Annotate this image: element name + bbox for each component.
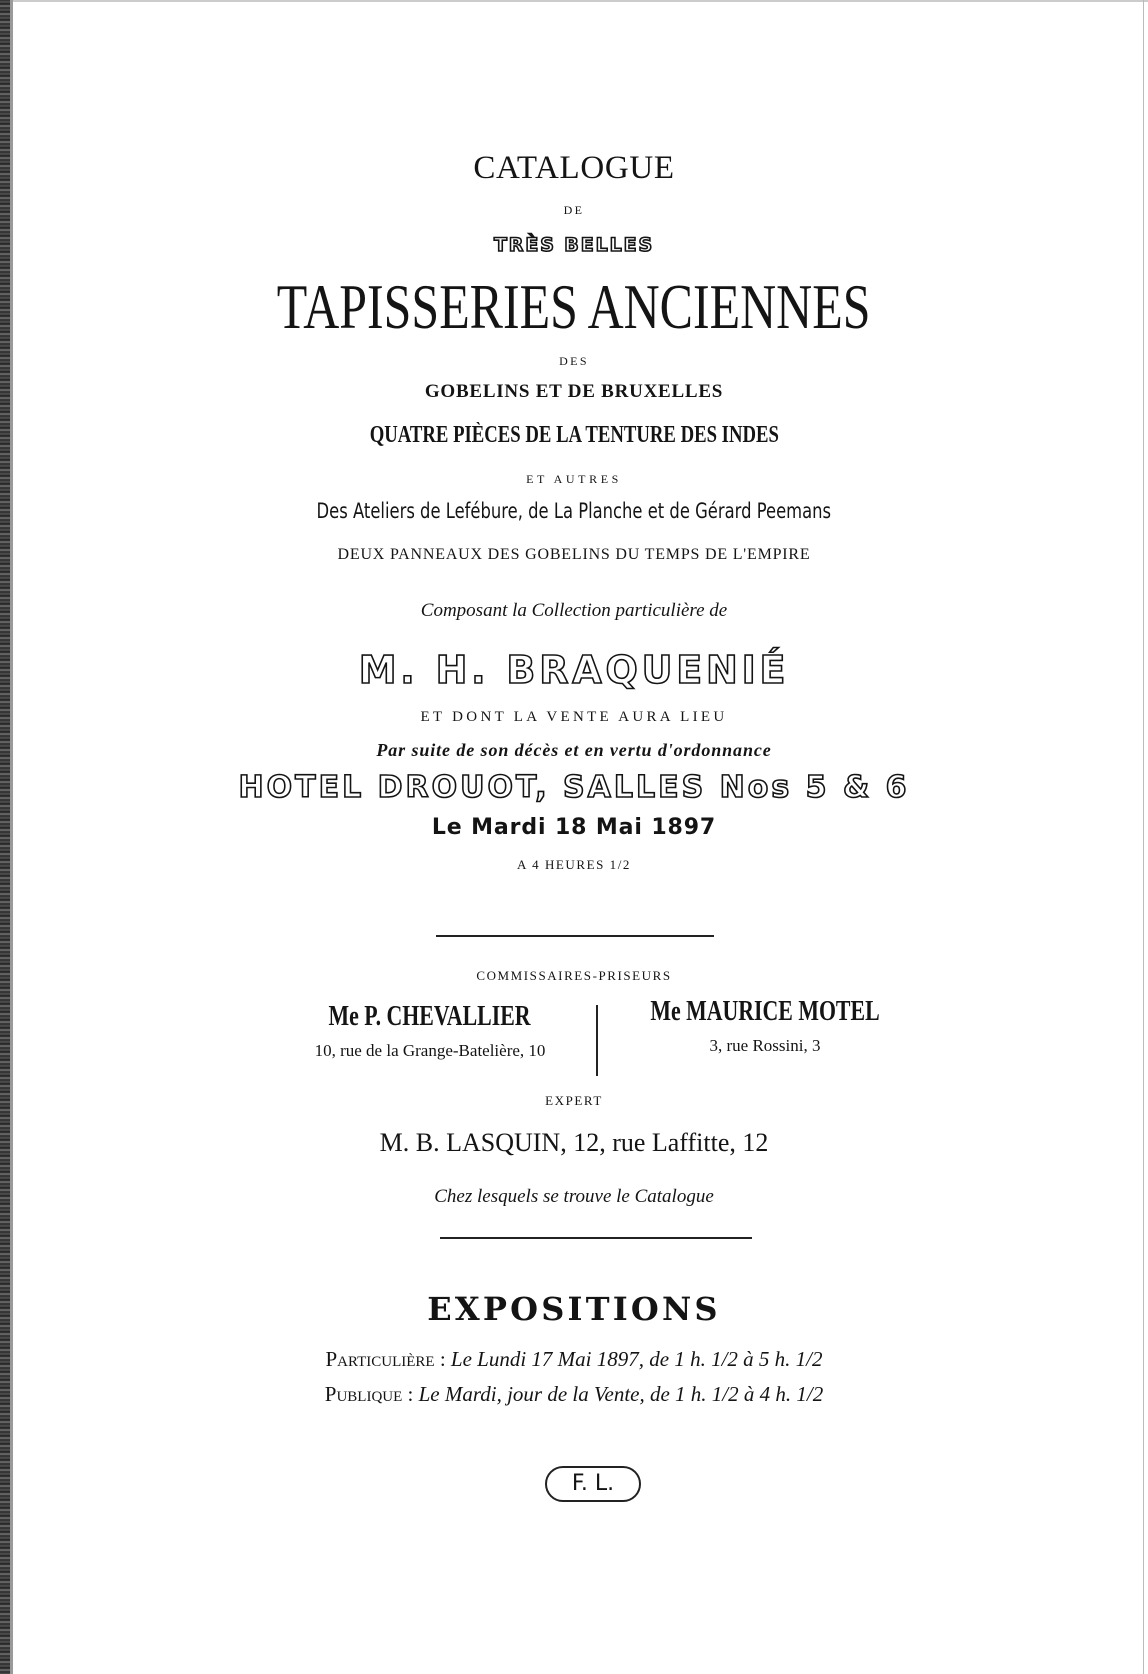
- exposition-publique: [0, 1382, 1148, 1407]
- commissaire-left-name: [270, 1001, 590, 1033]
- quatre-pieces-line: [0, 422, 1148, 449]
- commissaire-left-name-text: Me P. CHEVALLIER: [328, 1001, 532, 1032]
- expert-heading: EXPERT: [545, 1093, 603, 1108]
- chez-line: Chez lesquels se trouve le Catalogue: [434, 1186, 714, 1207]
- suite-line: Par suite de son décès et en vertu d'ordonnance: [376, 740, 772, 760]
- particuliere-text: Le Lundi 17 Mai 1897, de 1 h. 1/2 à 5 h. 1/2: [450, 1347, 823, 1371]
- commissaire-right-name: [600, 996, 930, 1028]
- tres-belles-heading: TRÈS BELLES: [493, 234, 655, 256]
- commissaire-left-address: 10, rue de la Grange-Batelière, 10: [314, 1041, 546, 1060]
- composant-line: Composant la Collection particulière de: [420, 600, 728, 621]
- quatre-pieces-text: QUATRE PIÈCES DE LA TENTURE DES INDES: [369, 422, 779, 448]
- publique-text: Le Mardi, jour de la Vente, de 1 h. 1/2 à 4 h. 1/2: [418, 1382, 824, 1406]
- gobelins-line: GOBELINS ET DE BRUXELLES: [424, 381, 724, 402]
- sale-date: Le Mardi 18 Mai 1897: [431, 815, 717, 840]
- commissaires-heading: COMMISSAIRES-PRISEURS: [476, 968, 672, 983]
- owner-name: M. H. BRAQUENIÉ: [358, 648, 790, 692]
- expert-name: M. B. LASQUIN, 12, rue Laffitte, 12: [379, 1128, 769, 1157]
- main-title-text: TAPISSERIES ANCIENNES: [277, 271, 871, 342]
- divider-rule-bottom: [440, 1237, 752, 1239]
- venue-line: HOTEL DROUOT, SALLES Nos 5 & 6: [238, 770, 910, 805]
- commissaire-right-address: 3, rue Rossini, 3: [709, 1036, 821, 1055]
- column-divider: [596, 1005, 598, 1076]
- exposition-particuliere: [0, 1347, 1148, 1372]
- catalogue-heading: CATALOGUE: [473, 150, 675, 186]
- printer-stamp: F. L.: [545, 1466, 641, 1502]
- commissaire-right-name-text: Me MAURICE MOTEL: [650, 996, 880, 1027]
- particuliere-label: Particulière :: [325, 1347, 446, 1371]
- commissaire-right: [600, 996, 930, 1056]
- vente-line: ET DONT LA VENTE AURA LIEU: [420, 709, 728, 725]
- ateliers-line: [0, 499, 1148, 523]
- ateliers-text: Des Ateliers de Lefébure, de La Planche et de Gérard Peemans: [316, 499, 832, 523]
- divider-rule-top: [436, 935, 714, 937]
- de-label: DE: [563, 203, 585, 217]
- et-autres-label: ET AUTRES: [526, 472, 622, 486]
- expositions-heading: EXPOSITIONS: [427, 1290, 721, 1328]
- publique-label: Publique :: [324, 1382, 414, 1406]
- deux-panneaux-line: DEUX PANNEAUX DES GOBELINS DU TEMPS DE L'EMPIRE: [337, 546, 811, 563]
- commissaire-left: [270, 1001, 590, 1061]
- main-title: [0, 270, 1148, 344]
- sale-time: A 4 HEURES 1/2: [517, 857, 631, 872]
- des-label: DES: [559, 354, 589, 368]
- page-edge-top: [0, 0, 1148, 2]
